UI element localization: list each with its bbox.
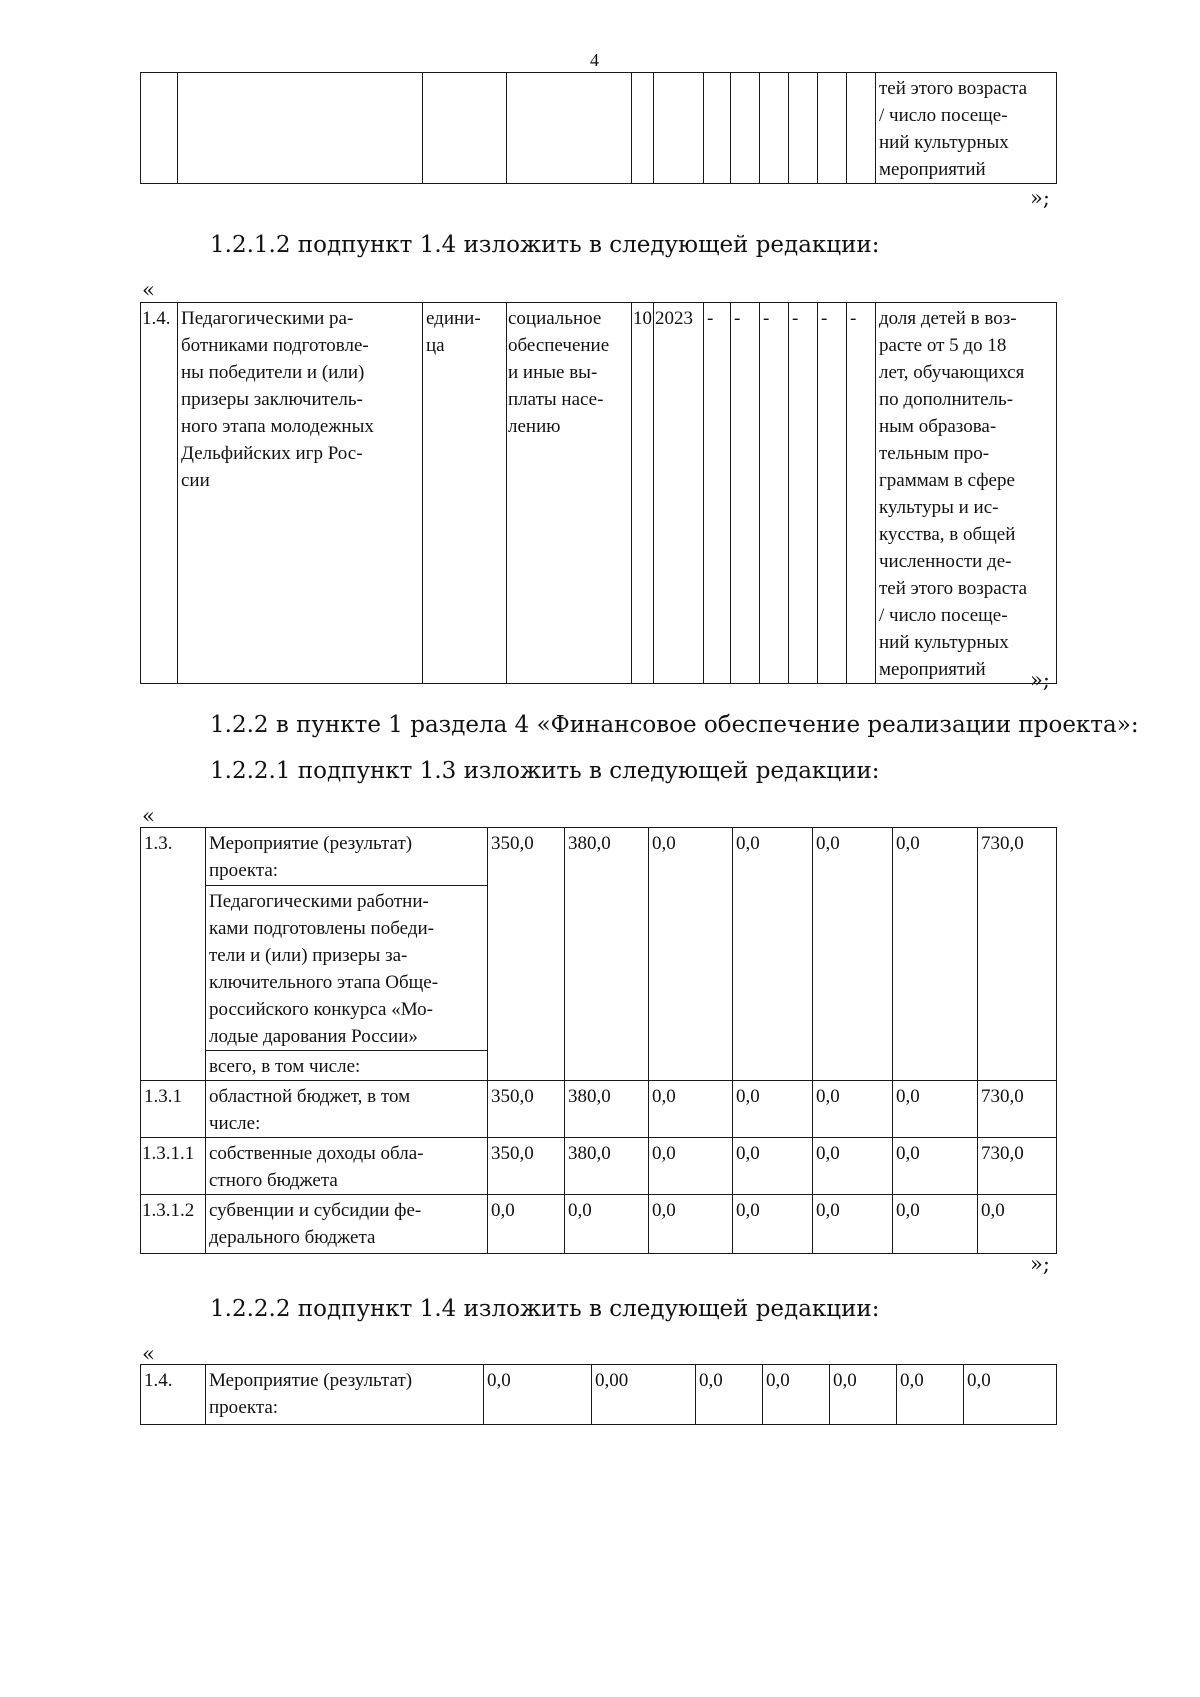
empty-cell — [818, 73, 847, 184]
row-number: 1.3.1.2 — [141, 1195, 206, 1254]
amount-cell: 0,0 — [649, 1081, 733, 1138]
amount-cell: 0,0 — [733, 1138, 813, 1195]
amount-cell: 0,0 — [813, 828, 893, 1081]
amount-cell: 0,0 — [649, 828, 733, 1081]
amount-cell: 0,0 — [893, 1138, 978, 1195]
amount-total-cell: 730,0 — [978, 1081, 1057, 1138]
amount-cell: 0,0 — [733, 1195, 813, 1254]
year-cell: 2023 — [654, 303, 704, 684]
budget-label: областной бюджет, в том числе: — [206, 1081, 488, 1138]
amount-cell: 0,0 — [813, 1081, 893, 1138]
budget-label: собственные доходы обла- стного бюджета — [206, 1138, 488, 1195]
amount-cell: 0,0 — [897, 1365, 964, 1425]
table-continuation — [140, 72, 1057, 184]
table-subitem-1-4-indicators — [140, 302, 1057, 684]
event-title: Мероприятие (результат) проекта: — [206, 1365, 484, 1425]
empty-cell — [847, 73, 876, 184]
amount-cell: 0,0 — [813, 1138, 893, 1195]
table-subitem-1-4-finance — [140, 1364, 1057, 1425]
amount-total-cell: 730,0 — [978, 1138, 1057, 1195]
amount-cell: 380,0 — [565, 1138, 649, 1195]
opening-quote: « — [142, 278, 155, 302]
amount-cell: 0,0 — [893, 1081, 978, 1138]
total-label: всего, в том числе: — [206, 1051, 488, 1081]
dash-cell: - — [704, 303, 731, 684]
amount-total-cell: 0,0 — [978, 1195, 1057, 1254]
event-title: Мероприятие (результат) проекта: — [206, 828, 488, 886]
amount-cell: 380,0 — [565, 1081, 649, 1138]
indicator-cell: тей этого возраста / число посеще- ний культурных мероприятий — [876, 73, 1057, 184]
amount-cell: 0,0 — [488, 1195, 565, 1254]
empty-cell — [423, 73, 507, 184]
amount-cell: 350,0 — [488, 1081, 565, 1138]
paragraph-1-2-1-2: 1.2.1.2 подпункт 1.4 изложить в следующей редакции: — [210, 232, 880, 258]
amount-cell: 0,0 — [763, 1365, 830, 1425]
amount-cell: 0,0 — [733, 828, 813, 1081]
row-number: 1.3.1 — [141, 1081, 206, 1138]
dash-cell: - — [760, 303, 789, 684]
amount-cell: 380,0 — [565, 828, 649, 1081]
table-subitem-1-3-finance — [140, 827, 1057, 1254]
row-number: 1.4. — [141, 1365, 206, 1425]
amount-cell: 0,0 — [830, 1365, 897, 1425]
paragraph-1-2-2-1: 1.2.2.1 подпункт 1.3 изложить в следующей редакции: — [210, 758, 880, 784]
row-number: 1.3. — [141, 828, 206, 1081]
amount-cell: 0,0 — [696, 1365, 763, 1425]
budget-label: субвенции и субсидии фе- дерального бюджета — [206, 1195, 488, 1254]
amount-cell: 350,0 — [488, 1138, 565, 1195]
dash-cell: - — [847, 303, 876, 684]
amount-cell: 0,0 — [733, 1081, 813, 1138]
amount-cell: 0,00 — [592, 1365, 696, 1425]
dash-cell: - — [789, 303, 818, 684]
amount-cell: 0,0 — [565, 1195, 649, 1254]
empty-cell — [789, 73, 818, 184]
amount-cell: 0,0 — [649, 1195, 733, 1254]
closing-quote: »; — [1030, 668, 1050, 692]
category-cell: социальное обеспечение и иные вы- платы насе- лению — [507, 303, 632, 684]
paragraph-1-2-2: 1.2.2 в пункте 1 раздела 4 «Финансовое обеспечение реализации проекта»: — [210, 712, 1139, 738]
empty-cell — [760, 73, 789, 184]
empty-cell — [178, 73, 423, 184]
opening-quote: « — [142, 804, 155, 828]
page-number: 4 — [590, 50, 599, 70]
amount-cell: 0,0 — [484, 1365, 592, 1425]
dash-cell: - — [731, 303, 760, 684]
unit-cell: едини- ца — [423, 303, 507, 684]
row-number: 1.4. — [141, 303, 178, 684]
amount-cell: 350,0 — [488, 828, 565, 1081]
dash-cell: - — [818, 303, 847, 684]
empty-cell — [507, 73, 632, 184]
empty-cell — [731, 73, 760, 184]
closing-quote: »; — [1030, 186, 1050, 210]
amount-total-cell: 730,0 — [978, 828, 1057, 1081]
indicator-cell: доля детей в воз- расте от 5 до 18 лет, обучающихся по дополнитель- ным образова- тельным про- граммам в сфере культуры и ис- кусства, в общей численности де- тей этого возраста / число посеще- ний культурных мероприятий — [876, 303, 1057, 684]
empty-cell — [632, 73, 654, 184]
closing-quote: »; — [1030, 1252, 1050, 1276]
amount-cell: 0,0 — [893, 1195, 978, 1254]
amount-cell: 0,0 — [893, 828, 978, 1081]
event-description: Педагогическими работни- ками подготовлены победи- тели и (или) призеры за- ключительного этапа Обще- российского конкурса «Мо- лодые дарования России» — [206, 886, 488, 1051]
empty-cell — [141, 73, 178, 184]
empty-cell — [654, 73, 704, 184]
row-number: 1.3.1.1 — [141, 1138, 206, 1195]
amount-cell: 0,0 — [649, 1138, 733, 1195]
empty-cell — [704, 73, 731, 184]
paragraph-1-2-2-2: 1.2.2.2 подпункт 1.4 изложить в следующей редакции: — [210, 1296, 880, 1322]
amount-total-cell: 0,0 — [964, 1365, 1057, 1425]
opening-quote: « — [142, 1342, 155, 1366]
event-name: Педагогическими ра- ботниками подготовле- ны победители и (или) призеры заключитель- ного этапа молодежных Дельфийских игр Рос- сии — [178, 303, 423, 684]
value-cell: 10 — [632, 303, 654, 684]
amount-cell: 0,0 — [813, 1195, 893, 1254]
